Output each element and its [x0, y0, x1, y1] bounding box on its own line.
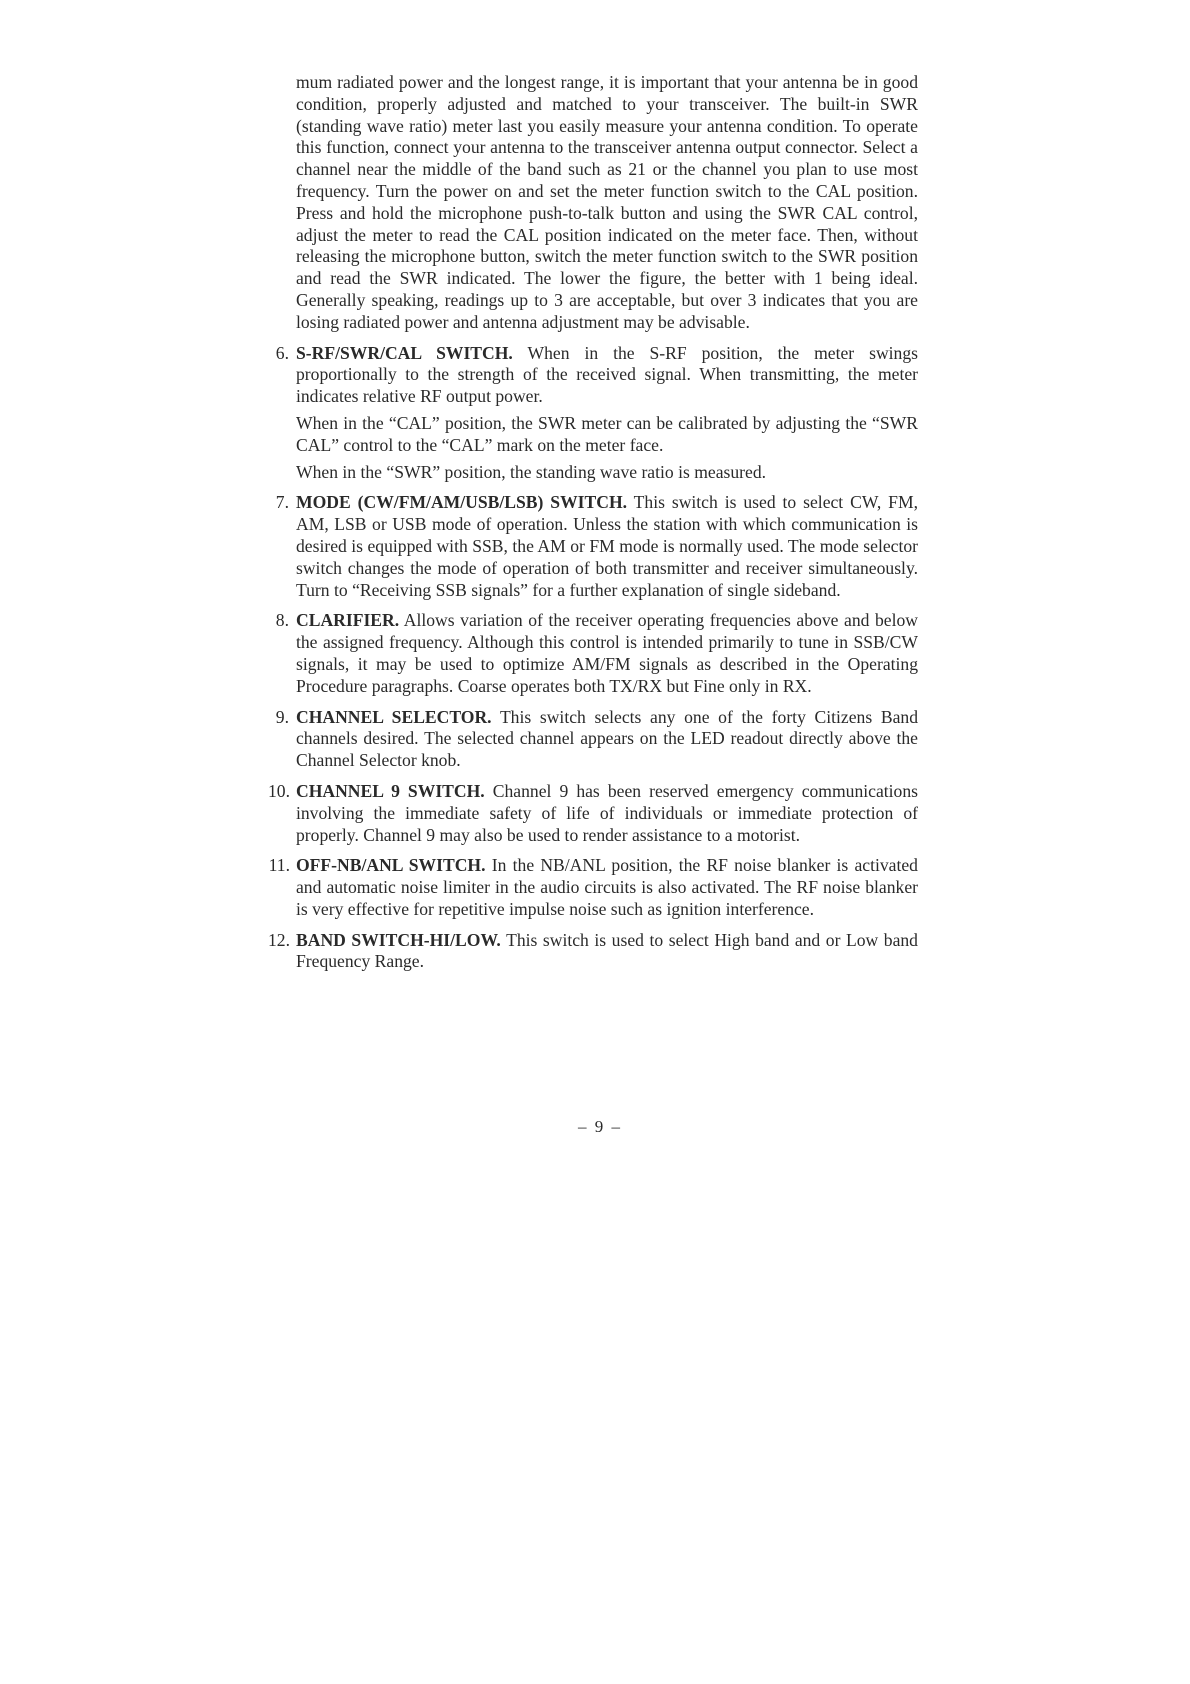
intro-paragraph: mum radiated power and the longest range, it is important that your antenna be in good condition, properly adjusted and matched to your transceiver. The built-in SWR (standing wave ratio) meter last you easily measure your antenna condition. To operate this function, connect your antenna to the transceiver antenna output connector. Select a channel near the middle of the band such as 21 or the channel you plan to use most frequency. Turn the power on and set the meter function switch to the CAL position. Press and hold the microphone push-to-talk button and using the SWR CAL control, adjust the meter to read the CAL position indicated on the meter face. Then, without releasing the microphone button, switch the meter function switch to the SWR position and read the SWR indicated. The lower the figure, the better with 1 being ideal. Generally speaking, readings up to 3 are acceptable, but over 3 indicates that you are losing radiated power and antenna adjustment may be advisable.	[296, 72, 918, 332]
item-paragraph	[296, 343, 918, 408]
item-paragraph	[296, 610, 918, 697]
list-item-11	[268, 855, 918, 920]
item-number: 8.	[275, 610, 289, 631]
item-heading: OFF-NB/ANL SWITCH.	[296, 855, 486, 876]
list-item-6	[275, 342, 918, 484]
item-paragraph	[296, 855, 918, 920]
item-number: 11.	[268, 855, 290, 876]
page-content	[268, 72, 918, 973]
item-body: Channel 9 has been reserved emergency communications involving the immediate safety of life of individuals or immediate protection of properly. Channel 9 may also be used to render assistance to a motorist.	[296, 780, 918, 845]
item-number: 12.	[268, 929, 290, 950]
list-item-12	[268, 929, 918, 974]
item-heading: CHANNEL 9 SWITCH.	[296, 780, 485, 801]
list-item-7	[275, 492, 918, 601]
item-paragraph	[296, 707, 918, 772]
item-body: This switch selects any one of the forty Citizens Band channels desired. The selected channel appears on the LED readout directly above the Channel Selector knob.	[296, 706, 918, 771]
item-body: In the NB/ANL position, the RF noise blanker is activated and automatic noise limiter in the audio circuits is also activated. The RF noise blanker is very effective for repetitive impulse noise such as ignition interference.	[296, 855, 918, 919]
item-number: 9.	[275, 706, 289, 727]
page-number: – 9 –	[578, 1117, 622, 1136]
list-item-9	[275, 706, 918, 772]
item-body: Allows variation of the receiver operating frequencies above and below the assigned frequency. Although this control is intended primarily to tune in SSB/CW signals, it may be used to optimize AM/FM signals as described in the Operating Procedure paragraphs. Coarse operates both TX/RX but Fine only in RX.	[296, 610, 918, 696]
list-item-10	[268, 780, 918, 846]
item-heading: S-RF/SWR/CAL SWITCH.	[296, 342, 513, 363]
item-paragraph	[296, 781, 918, 846]
item-heading: CLARIFIER.	[296, 610, 400, 631]
item-body: When in the S-RF position, the meter swings proportionally to the strength of the received signal. When transmitting, the meter indicates relative RF output power.	[296, 342, 918, 407]
item-heading: BAND SWITCH-HI/LOW.	[296, 929, 501, 950]
item-heading: CHANNEL SELECTOR.	[296, 706, 492, 727]
item-paragraph	[296, 930, 918, 974]
item-body: This switch is used to select High band and or Low band Frequency Range.	[296, 929, 918, 972]
item-number: 10.	[268, 780, 290, 801]
item-extra-paragraph: When in the “CAL” position, the SWR meter can be calibrated by adjusting the “SWR CAL” control to the “CAL” mark on the meter face.	[296, 412, 918, 455]
list-item-8	[275, 610, 918, 697]
item-body: This switch is used to select CW, FM, AM, LSB or USB mode of operation. Unless the station with which communication is desired is equipped with SSB, the AM or FM mode is normally used. The mode selector switch changes the mode of operation of both transmitter and receiver simultaneously. Turn to “Receiving SSB signals” for a further explanation of single sideband.	[296, 492, 918, 600]
item-number: 6.	[275, 342, 289, 363]
item-paragraph	[296, 492, 918, 601]
item-extra-paragraph: When in the “SWR” position, the standing wave ratio is measured.	[296, 461, 767, 482]
item-heading: MODE (CW/FM/AM/USB/LSB) SWITCH.	[296, 492, 628, 513]
item-number: 7.	[275, 492, 289, 513]
